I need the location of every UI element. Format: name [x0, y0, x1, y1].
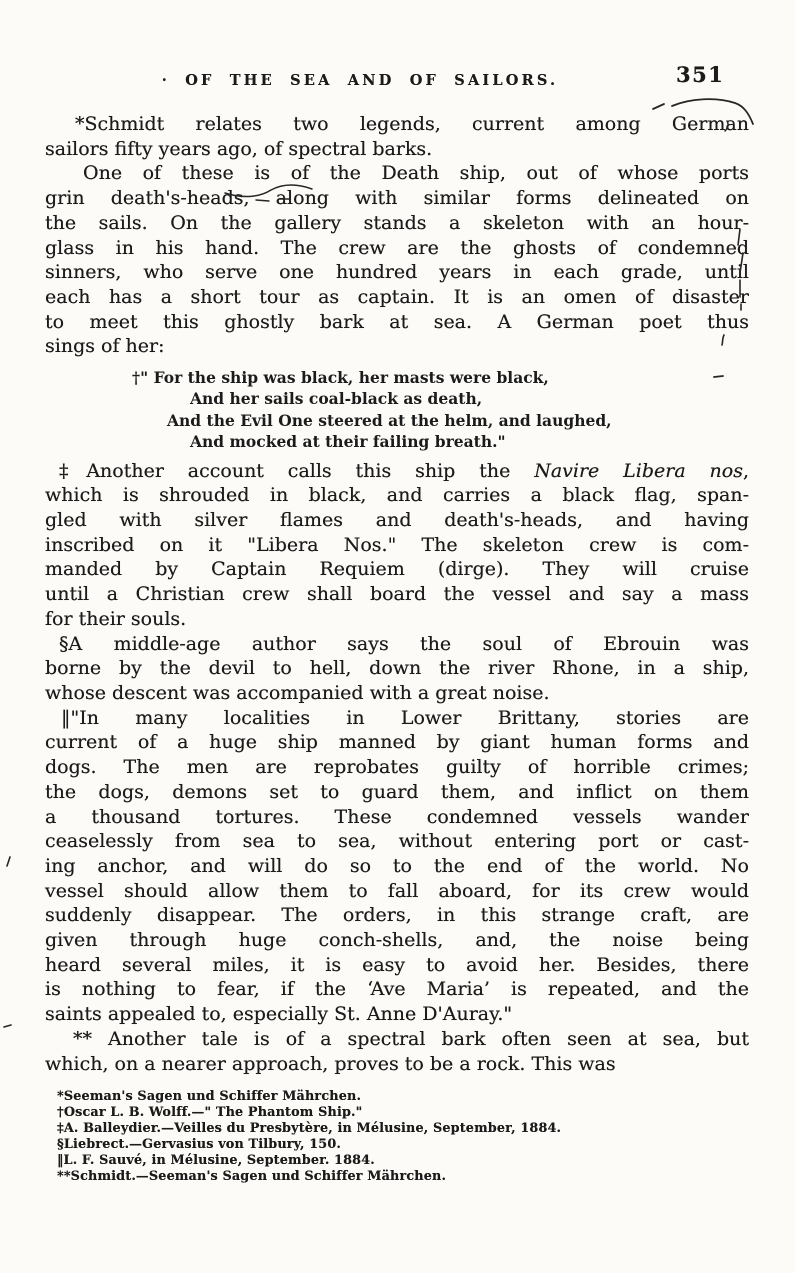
text-line: for their souls.	[45, 607, 187, 630]
paragraph-3	[45, 459, 749, 632]
paragraph-2	[45, 161, 749, 359]
text-line: vessel should allow them to fall aboard, for its crew would	[45, 879, 749, 902]
text-line: §A middle-age author says the soul of Ebrouin was	[59, 632, 749, 655]
text-line: a thousand tortures. These condemned vessels wander	[45, 805, 749, 828]
text-line: *Schmidt relates two legends, current among German	[75, 113, 749, 135]
text-line: grin death's-heads, along with similar forms delineated on	[45, 187, 749, 210]
text-line: ‖"In many localities in Lower Brittany, stories are	[61, 706, 749, 729]
text-line: whose descent was accompanied with a great noise.	[45, 681, 550, 704]
text-line: ‡Another account calls this ship the Navire Libera nos,	[59, 459, 750, 482]
text-line: inscribed on it "Libera Nos." The skeleton crew is com-	[45, 533, 749, 556]
text-line: borne by the devil to hell, down the river Rhone, in a ship,	[45, 657, 749, 680]
text-line: saints appealed to, especially St. Anne D'Auray."	[45, 1003, 513, 1026]
footnote-line: ‖L. F. Sauvé, in Mélusine, September. 1884.	[57, 1153, 375, 1169]
verse-line: And mocked at their failing breath."	[190, 432, 506, 452]
text-line: gled with silver flames and death's-heads, and having	[45, 509, 749, 532]
text-line: each has a short tour as captain. It is an omen of disaster	[45, 285, 749, 308]
text-line: dogs. The men are reprobates guilty of horrible crimes;	[45, 756, 749, 779]
text-line: sinners, who serve one hundred years in each grade, until	[45, 261, 749, 284]
running-head-title: · OF THE SEA AND OF SAILORS.	[161, 72, 559, 89]
text-line: ** Another tale is of a spectral bark often seen at sea, but	[73, 1027, 749, 1050]
footnotes	[57, 1089, 749, 1185]
text-line: ceaselessly from sea to sea, without entering port or cast-	[45, 830, 749, 853]
text-line: ing anchor, and will do so to the end of the world. No	[45, 854, 749, 877]
verse-quote	[132, 367, 749, 453]
footnote-line: †Oscar L. B. Wolff.—" The Phantom Ship."	[57, 1105, 363, 1121]
footnote-line: §Liebrect.—Gervasius von Tilbury, 150.	[57, 1137, 342, 1153]
text-line: the dogs, demons set to guard them, and inflict on them	[45, 780, 749, 803]
footnote-line: **Schmidt.—Seeman's Sagen und Schiffer Mährchen.	[57, 1169, 447, 1185]
text-line: to meet this ghostly bark at sea. A German poet thus	[45, 310, 749, 333]
verse-line: And her sails coal-black as death,	[190, 389, 483, 409]
text-line: until a Christian crew shall board the vessel and say a mass	[45, 583, 749, 606]
footnote-line: *Seeman's Sagen und Schiffer Mährchen.	[57, 1089, 362, 1105]
verse-line: And the Evil One steered at the helm, and laughed,	[167, 410, 612, 430]
text-line: suddenly disappear. The orders, in this strange craft, are	[45, 904, 749, 927]
text-line: heard several miles, it is easy to avoid her. Besides, there	[45, 953, 749, 976]
text-line: the sails. On the gallery stands a skeleton with an hour-	[45, 211, 749, 234]
paragraph-5	[45, 706, 749, 1027]
text-line: current of a huge ship manned by giant human forms and	[45, 731, 749, 754]
text-line: glass in his hand. The crew are the ghosts of condemned	[45, 236, 749, 259]
text-line: One of these is of the Death ship, out of whose ports	[83, 162, 749, 185]
left-margin-tick	[5, 856, 12, 868]
text-line: sings of her:	[45, 335, 165, 358]
text-line: manded by Captain Requiem (dirge). They will cruise	[45, 558, 749, 581]
text-line: given through huge conch-shells, and, the noise being	[45, 929, 749, 952]
verse-line: †" For the ship was black, her masts were black,	[132, 368, 549, 388]
paragraph-6	[45, 1027, 749, 1076]
paragraph-4	[45, 632, 749, 706]
left-margin-dash	[3, 1023, 13, 1029]
page-number: 351	[676, 62, 725, 87]
footnote-line: ‡A. Balleydier.—Veilles du Presbytère, in Mélusine, September, 1884.	[57, 1121, 562, 1137]
paragraph-1	[45, 112, 749, 161]
text-column	[45, 112, 749, 1185]
text-line: is nothing to fear, if the ‘Ave Maria’ is repeated, and the	[45, 978, 749, 1001]
text-line: which, on a nearer approach, proves to be a rock. This was	[45, 1052, 616, 1075]
text-line: which is shrouded in black, and carries a black flag, span-	[45, 484, 749, 507]
text-line: sailors fifty years ago, of spectral barks.	[45, 137, 433, 160]
